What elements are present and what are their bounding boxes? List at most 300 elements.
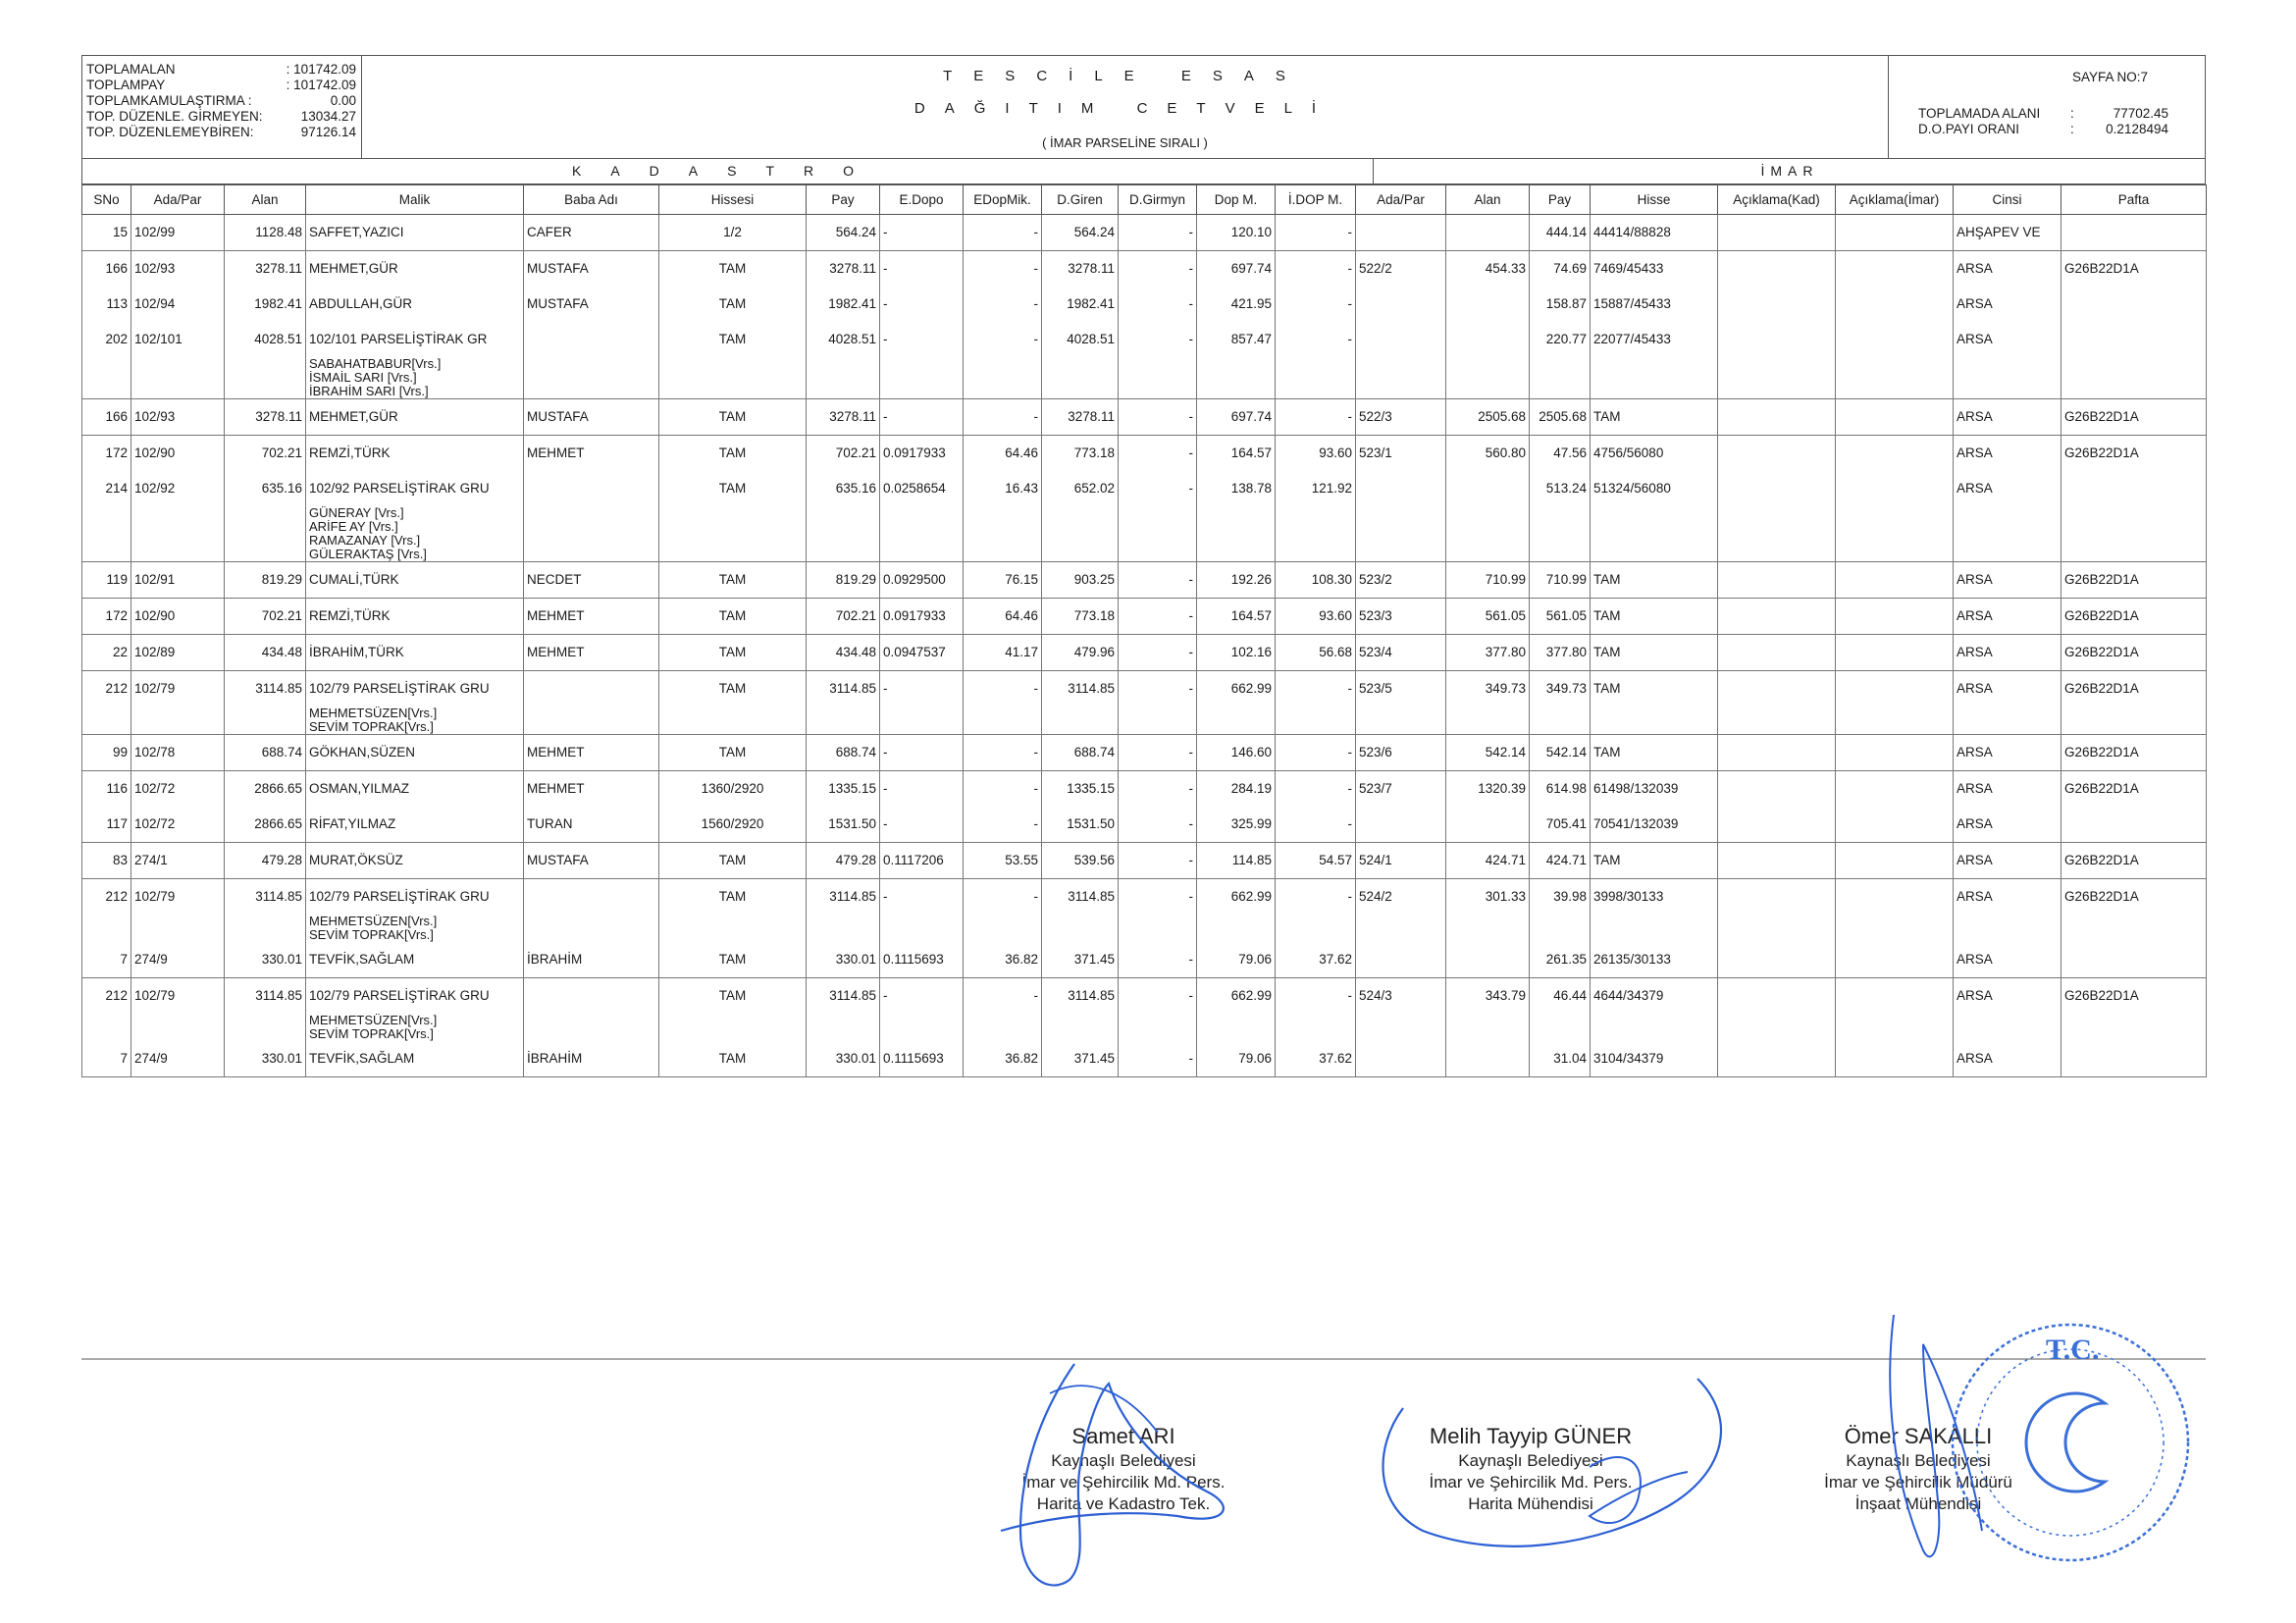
handwritten-signature-1 [981,1354,1276,1609]
signatory-line-3: İnşaat Mühendisi [1854,1494,1982,1513]
cell-adapar: 102/72 [131,771,225,808]
cell-idopm: 37.62 [1276,942,1356,978]
cell-dgirmyn: - [1119,562,1197,599]
cell-dopm: 114.85 [1197,843,1276,879]
cell-malik: OSMAN,YILMAZ [306,771,524,808]
cell-dgirmyn: - [1119,671,1197,707]
title-line-2: DAĞITIM CETVELİ [913,100,1336,117]
cell-cinsi: ARSA [1954,399,2061,436]
column-header: EDopMik. [964,185,1042,215]
cell-dopm: 120.10 [1197,215,1276,251]
cell-iada: 523/6 [1356,735,1446,771]
cell-dopm: 857.47 [1197,322,1276,357]
column-header: Malik [306,185,524,215]
cell-dopm: 697.74 [1197,251,1276,288]
cell-heir: İBRAHİM SARI [Vrs.] [306,385,524,399]
document-frame [81,55,2206,1360]
cell-idopm: - [1276,215,1356,251]
cell-edopmik: - [964,671,1042,707]
cell-malik: 102/79 PARSELİŞTİRAK GRU [306,671,524,707]
cell-idopm: 93.60 [1276,436,1356,472]
cell-hissesi: TAM [659,322,807,357]
cell-iada: 523/4 [1356,635,1446,671]
cell-cinsi: ARSA [1954,942,2061,978]
cell-dgiren: 3278.11 [1042,399,1119,436]
cell-hisse: TAM [1591,735,1718,771]
cell-dgiren: 3114.85 [1042,978,1119,1015]
cell-idopm: 93.60 [1276,599,1356,635]
cell-edopmik: 76.15 [964,562,1042,599]
cell-baba: TURAN [524,807,659,843]
cell-alan: 702.21 [225,436,306,472]
cell-hisse: 22077/45433 [1591,322,1718,357]
cell-sno: 172 [82,436,131,472]
cell-alan: 434.48 [225,635,306,671]
cell-cinsi: ARSA [1954,978,2061,1015]
cell-pay: 1335.15 [807,771,880,808]
cell-dgirmyn: - [1119,771,1197,808]
cell-pafta: G26B22D1A [2061,843,2207,879]
cell-malik: GÖKHAN,SÜZEN [306,735,524,771]
cell-hisse: 26135/30133 [1591,942,1718,978]
cell-ipay: 614.98 [1530,771,1591,808]
column-header: D.Girmyn [1119,185,1197,215]
cell-hisse: TAM [1591,843,1718,879]
cell-dgiren: 773.18 [1042,436,1119,472]
signatory-line-1: Kaynaşlı Belediyesi [1051,1451,1196,1470]
cell-ialan: 377.80 [1446,635,1530,671]
cell-pafta: G26B22D1A [2061,635,2207,671]
cell-ipay: 444.14 [1530,215,1591,251]
cell-edopo: - [880,879,964,916]
cell-hissesi: TAM [659,436,807,472]
cell-heir: SEVİM TOPRAK[Vrs.] [306,928,524,942]
cell-hissesi: TAM [659,843,807,879]
cell-pafta: G26B22D1A [2061,671,2207,707]
totals-label: TOP. DÜZENLEMEYBİREN: [86,125,254,139]
cell-edopmik: 64.46 [964,599,1042,635]
cell-pay: 1982.41 [807,287,880,322]
column-header: Pay [1530,185,1591,215]
cell-dgirmyn: - [1119,635,1197,671]
cell-idopm: - [1276,251,1356,288]
cell-alan: 3114.85 [225,879,306,916]
signatory-line-2: İmar ve Şehircilik Md. Pers. [1429,1473,1633,1492]
cell-sno: 214 [82,471,131,506]
cell-edopmik: - [964,287,1042,322]
cell-edopmik: - [964,735,1042,771]
seal-text: T.C. [2046,1334,2100,1366]
cell-cinsi: AHŞAPEV VE [1954,215,2061,251]
cell-iada: 523/3 [1356,599,1446,635]
cell-adapar: 274/9 [131,942,225,978]
signatory-line-2: İmar ve Şehircilik Md. Pers. [1021,1473,1226,1492]
cell-alan: 4028.51 [225,322,306,357]
cell-dgiren: 539.56 [1042,843,1119,879]
cell-sno: 212 [82,671,131,707]
cell-pay: 819.29 [807,562,880,599]
cell-hissesi: TAM [659,671,807,707]
cell-ialan: 560.80 [1446,436,1530,472]
cell-hisse: TAM [1591,671,1718,707]
cell-cinsi: ARSA [1954,471,2061,506]
cell-edopmik: 36.82 [964,942,1042,978]
cell-sno: 15 [82,215,131,251]
cell-ipay: 31.04 [1530,1041,1591,1077]
cell-dopm: 164.57 [1197,599,1276,635]
cell-edopmik: 41.17 [964,635,1042,671]
cell-idopm: 37.62 [1276,1041,1356,1077]
cell-dgirmyn: - [1119,1041,1197,1077]
totals-value: : 101742.09 [286,78,356,92]
cell-heir: GÜNERAY [Vrs.] [306,506,524,520]
signatory-line-3: Harita Mühendisi [1468,1494,1593,1513]
cell-hisse: TAM [1591,399,1718,436]
signatory-name: Samet ARI [1071,1424,1175,1448]
cell-idopm: 54.57 [1276,843,1356,879]
cell-adapar: 102/93 [131,399,225,436]
cell-malik: REMZİ,TÜRK [306,436,524,472]
cell-pay: 4028.51 [807,322,880,357]
cell-hissesi: TAM [659,471,807,506]
column-header: Pafta [2061,185,2207,215]
cell-edopmik: - [964,978,1042,1015]
cell-dgiren: 371.45 [1042,1041,1119,1077]
cell-hisse: 51324/56080 [1591,471,1718,506]
cell-dgirmyn: - [1119,322,1197,357]
cell-hisse: 7469/45433 [1591,251,1718,288]
cell-dopm: 284.19 [1197,771,1276,808]
cell-edopo: - [880,771,964,808]
table-bottom-border [81,55,2206,1360]
cell-edopo: 0.0917933 [880,436,964,472]
cell-hisse: TAM [1591,635,1718,671]
cell-idopm: - [1276,287,1356,322]
cell-cinsi: ARSA [1954,635,2061,671]
cell-malik: 102/92 PARSELİŞTİRAK GRU [306,471,524,506]
cell-ipay: 542.14 [1530,735,1591,771]
cell-dopm: 192.26 [1197,562,1276,599]
cell-pay: 3278.11 [807,399,880,436]
cell-hissesi: 1360/2920 [659,771,807,808]
cell-hisse: 4644/34379 [1591,978,1718,1015]
title-line-3: ( İMAR PARSELİNE SIRALI ) [1042,135,1208,150]
cell-sno: 172 [82,599,131,635]
cell-malik: MURAT,ÖKSÜZ [306,843,524,879]
totals-value: 0.00 [330,93,356,108]
cell-pafta: G26B22D1A [2061,978,2207,1015]
column-header: Alan [225,185,306,215]
cell-edopo: - [880,287,964,322]
cell-edopmik: - [964,215,1042,251]
cell-dgirmyn: - [1119,843,1197,879]
cell-hissesi: 1/2 [659,215,807,251]
cell-dgirmyn: - [1119,215,1197,251]
cell-alan: 2866.65 [225,771,306,808]
column-header: Alan [1446,185,1530,215]
cell-iada: 522/2 [1356,251,1446,288]
cell-ialan: 710.99 [1446,562,1530,599]
cell-dgiren: 3278.11 [1042,251,1119,288]
cell-iada: 523/1 [1356,436,1446,472]
cell-heir: ARİFE AY [Vrs.] [306,520,524,534]
totals-value: 97126.14 [300,125,356,139]
cell-alan: 688.74 [225,735,306,771]
cell-adapar: 274/9 [131,1041,225,1077]
section-kadastro: KADASTRO [82,159,1374,183]
cell-pafta: G26B22D1A [2061,399,2207,436]
cell-malik: REMZİ,TÜRK [306,599,524,635]
cell-adapar: 102/79 [131,978,225,1015]
cell-edopo: - [880,735,964,771]
column-header: SNo [82,185,131,215]
cell-edopmik: - [964,771,1042,808]
cell-pay: 1531.50 [807,807,880,843]
cell-hisse: 15887/45433 [1591,287,1718,322]
cell-dopm: 102.16 [1197,635,1276,671]
cell-pafta: G26B22D1A [2061,251,2207,288]
cell-malik: RİFAT,YILMAZ [306,807,524,843]
cell-baba: MEHMET [524,735,659,771]
column-header: Açıklama(Kad) [1718,185,1836,215]
cell-alan: 3114.85 [225,671,306,707]
cell-malik: TEVFİK,SAĞLAM [306,1041,524,1077]
cell-malik: 102/79 PARSELİŞTİRAK GRU [306,978,524,1015]
cell-edopmik: 64.46 [964,436,1042,472]
cell-edopo: - [880,807,964,843]
cell-sno: 7 [82,942,131,978]
cell-pafta: G26B22D1A [2061,599,2207,635]
cell-dgirmyn: - [1119,879,1197,916]
cell-pay: 330.01 [807,1041,880,1077]
cell-cinsi: ARSA [1954,671,2061,707]
cell-alan: 3278.11 [225,251,306,288]
cell-heir: SEVİM TOPRAK[Vrs.] [306,720,524,735]
cell-baba: İBRAHİM [524,942,659,978]
totals-label: TOP. DÜZENLE. GİRMEYEN: [86,109,263,124]
cell-sno: 22 [82,635,131,671]
cell-ipay: 220.77 [1530,322,1591,357]
cell-cinsi: ARSA [1954,562,2061,599]
cell-cinsi: ARSA [1954,771,2061,808]
column-header: Ada/Par [1356,185,1446,215]
cell-ipay: 39.98 [1530,879,1591,916]
cell-dgirmyn: - [1119,471,1197,506]
column-header: Hisse [1591,185,1718,215]
cell-hissesi: TAM [659,879,807,916]
column-header: D.Giren [1042,185,1119,215]
cell-pafta: G26B22D1A [2061,436,2207,472]
cell-edopo: - [880,671,964,707]
cell-edopmik: - [964,807,1042,843]
cell-hissesi: 1560/2920 [659,807,807,843]
cell-dgiren: 688.74 [1042,735,1119,771]
cell-malik: CUMALİ,TÜRK [306,562,524,599]
cell-ipay: 261.35 [1530,942,1591,978]
cell-pay: 564.24 [807,215,880,251]
cell-malik: TEVFİK,SAĞLAM [306,942,524,978]
cell-malik: SAFFET,YAZICI [306,215,524,251]
cell-idopm: - [1276,978,1356,1015]
cell-edopo: 0.1117206 [880,843,964,879]
cell-baba: MEHMET [524,635,659,671]
cell-cinsi: ARSA [1954,287,2061,322]
cell-ipay: 158.87 [1530,287,1591,322]
cell-dgirmyn: - [1119,251,1197,288]
cell-pay: 3114.85 [807,978,880,1015]
cell-hissesi: TAM [659,399,807,436]
cell-dopm: 421.95 [1197,287,1276,322]
cell-edopo: 0.0917933 [880,599,964,635]
cell-adapar: 102/90 [131,599,225,635]
cell-ialan: 343.79 [1446,978,1530,1015]
cell-dgiren: 3114.85 [1042,879,1119,916]
cell-sno: 7 [82,1041,131,1077]
cell-dgirmyn: - [1119,978,1197,1015]
cell-hisse: TAM [1591,562,1718,599]
cell-pay: 688.74 [807,735,880,771]
cell-baba: İBRAHİM [524,1041,659,1077]
column-header: Hissesi [659,185,807,215]
cell-ipay: 424.71 [1530,843,1591,879]
cell-sno: 166 [82,399,131,436]
cell-ialan: 2505.68 [1446,399,1530,436]
cell-hisse: TAM [1591,599,1718,635]
cell-alan: 1982.41 [225,287,306,322]
cell-sno: 212 [82,879,131,916]
cell-ialan: 301.33 [1446,879,1530,916]
colon: : [2070,122,2074,136]
cell-hisse: 44414/88828 [1591,215,1718,251]
cell-adapar: 102/89 [131,635,225,671]
signatory-name: Ömer SAKALLI [1844,1424,1993,1448]
cell-edopo: 0.0929500 [880,562,964,599]
cell-dopm: 697.74 [1197,399,1276,436]
cell-ialan: 542.14 [1446,735,1530,771]
column-header: E.Dopo [880,185,964,215]
cell-alan: 330.01 [225,1041,306,1077]
cell-sno: 113 [82,287,131,322]
cell-ipay: 513.24 [1530,471,1591,506]
cell-iada: 524/3 [1356,978,1446,1015]
column-header: Cinsi [1954,185,2061,215]
cell-dgiren: 564.24 [1042,215,1119,251]
cell-malik: MEHMET,GÜR [306,399,524,436]
cell-dgiren: 1335.15 [1042,771,1119,808]
cell-heir: GÜLERAKTAŞ [Vrs.] [306,548,524,562]
cell-hisse: 61498/132039 [1591,771,1718,808]
cell-edopmik: - [964,399,1042,436]
cell-iada: 522/3 [1356,399,1446,436]
cell-cinsi: ARSA [1954,1041,2061,1077]
cell-hissesi: TAM [659,635,807,671]
cell-cinsi: ARSA [1954,436,2061,472]
cell-malik: 102/101 PARSELİŞTİRAK GR [306,322,524,357]
cell-heir: RAMAZANAY [Vrs.] [306,534,524,548]
cell-hisse: 70541/132039 [1591,807,1718,843]
cell-dgiren: 3114.85 [1042,671,1119,707]
cell-dopm: 146.60 [1197,735,1276,771]
cell-adapar: 102/79 [131,879,225,916]
cell-alan: 702.21 [225,599,306,635]
cell-baba: NECDET [524,562,659,599]
cell-dopm: 79.06 [1197,1041,1276,1077]
cell-cinsi: ARSA [1954,251,2061,288]
cell-adapar: 102/90 [131,436,225,472]
cell-baba: CAFER [524,215,659,251]
cell-pafta: G26B22D1A [2061,562,2207,599]
column-header: Dop M. [1197,185,1276,215]
cell-alan: 3114.85 [225,978,306,1015]
cell-dgiren: 479.96 [1042,635,1119,671]
cell-pay: 434.48 [807,635,880,671]
toplamada-alani-label: TOPLAMADA ALANI [1918,106,2041,121]
cell-adapar: 102/78 [131,735,225,771]
signatory-name: Melih Tayyip GÜNER [1429,1424,1633,1448]
cell-pay: 3114.85 [807,879,880,916]
cell-pay: 479.28 [807,843,880,879]
cell-ipay: 561.05 [1530,599,1591,635]
cell-edopo: - [880,978,964,1015]
totals-label: TOPLAMKAMULAŞTIRMA : [86,93,252,108]
cell-sno: 119 [82,562,131,599]
cell-baba: MEHMET [524,599,659,635]
cell-malik: İBRAHİM,TÜRK [306,635,524,671]
cell-dgiren: 652.02 [1042,471,1119,506]
cell-ipay: 705.41 [1530,807,1591,843]
colon: : [2070,106,2074,121]
cell-dopm: 662.99 [1197,978,1276,1015]
cell-baba: MUSTAFA [524,251,659,288]
cell-ipay: 46.44 [1530,978,1591,1015]
cell-adapar: 102/72 [131,807,225,843]
cell-sno: 117 [82,807,131,843]
cell-ipay: 377.80 [1530,635,1591,671]
cell-pay: 3114.85 [807,671,880,707]
cell-adapar: 102/91 [131,562,225,599]
cell-hissesi: TAM [659,599,807,635]
cell-cinsi: ARSA [1954,843,2061,879]
cell-iada: 524/2 [1356,879,1446,916]
cell-pay: 702.21 [807,599,880,635]
cell-dgirmyn: - [1119,436,1197,472]
cell-dgiren: 903.25 [1042,562,1119,599]
cell-hisse: 3998/30133 [1591,879,1718,916]
cell-dgiren: 1982.41 [1042,287,1119,322]
totals-value: : 101742.09 [286,62,356,77]
cell-pay: 702.21 [807,436,880,472]
cell-dgirmyn: - [1119,599,1197,635]
cell-ialan: 454.33 [1446,251,1530,288]
title-line-1: TESCİLE ESAS [943,68,1307,84]
cell-hissesi: TAM [659,942,807,978]
cell-adapar: 102/92 [131,471,225,506]
cell-edopo: 0.1115693 [880,942,964,978]
cell-sno: 166 [82,251,131,288]
cell-ipay: 710.99 [1530,562,1591,599]
cell-ipay: 349.73 [1530,671,1591,707]
cell-sno: 212 [82,978,131,1015]
cell-pay: 3278.11 [807,251,880,288]
cell-heir: SABAHATBABUR[Vrs.] [306,357,524,371]
cell-dopm: 662.99 [1197,879,1276,916]
cell-dopm: 662.99 [1197,671,1276,707]
page-number: SAYFA NO:7 [2071,70,2148,84]
cell-hissesi: TAM [659,562,807,599]
column-header: Ada/Par [131,185,225,215]
cell-alan: 2866.65 [225,807,306,843]
cell-cinsi: ARSA [1954,879,2061,916]
